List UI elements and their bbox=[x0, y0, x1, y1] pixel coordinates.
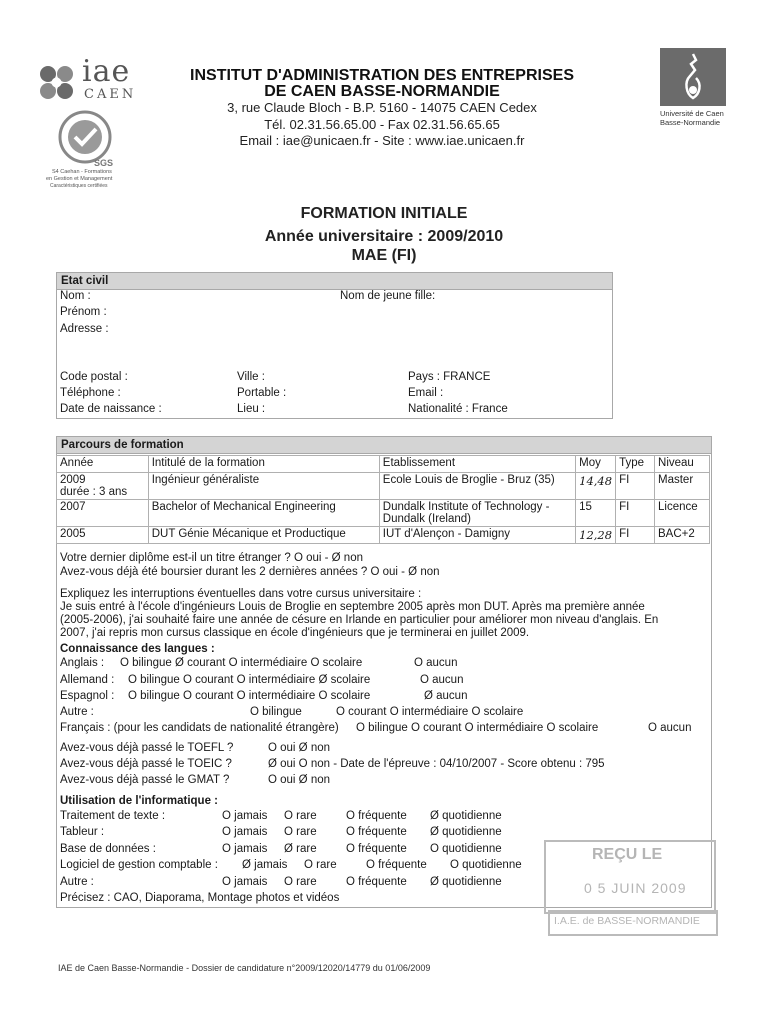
institute-address: 3, rue Claude Bloch - B.P. 5160 - 14075 CAEN Cedex bbox=[227, 100, 537, 115]
page-footer: IAE de Caen Basse-Normandie - Dossier de candidature n°2009/12020/14779 du 01/06/2009 bbox=[58, 963, 431, 973]
telephone-label: Téléphone : bbox=[60, 387, 121, 399]
info-quotidienne: Ø quotidienne bbox=[430, 826, 502, 838]
cell-niveau: Master bbox=[655, 473, 710, 500]
info-row-label: Tableur : bbox=[60, 826, 105, 838]
certification-seal-icon bbox=[52, 110, 118, 164]
iae-logo-icon bbox=[38, 64, 76, 100]
university-name-line1: Université de Caen bbox=[660, 109, 724, 118]
info-frequente: O fréquente bbox=[346, 843, 407, 855]
info-row-label: Traitement de texte : bbox=[60, 810, 166, 822]
info-rare: O rare bbox=[304, 859, 337, 871]
cell-moyenne: 14,48 bbox=[576, 473, 616, 500]
info-frequente: O fréquente bbox=[346, 810, 407, 822]
anglais-options: O bilingue Ø courant O intermédiaire O scolaire bbox=[120, 657, 363, 669]
cell-annee: 2005 bbox=[57, 527, 149, 544]
email-label: Email : bbox=[408, 387, 444, 399]
precisez-text: Précisez : CAO, Diaporama, Montage photos et vidéos bbox=[60, 892, 340, 904]
cell-intitule: Bachelor of Mechanical Engineering bbox=[148, 500, 379, 527]
form-title: FORMATION INITIALE bbox=[300, 205, 468, 222]
info-rare: O rare bbox=[284, 876, 317, 888]
autre-langue-label: Autre : bbox=[60, 706, 94, 718]
stamp-org-text: I.A.E. de BASSE-NORMANDIE bbox=[554, 915, 700, 927]
academic-year: Année universitaire : 2009/2010 bbox=[264, 228, 504, 245]
interruptions-question: Expliquez les interruptions éventuelles dans votre cursus universitaire : bbox=[60, 588, 422, 600]
nationalite-field: Nationalité : France bbox=[408, 403, 508, 415]
cell-annee bbox=[57, 473, 149, 500]
question-boursier: Avez-vous déjà été boursier durant les 2 dernières années ? O oui - Ø non bbox=[60, 566, 440, 578]
cell-intitule: Ingénieur généraliste bbox=[148, 473, 379, 500]
cert-caption-2: en Gestion et Management bbox=[46, 176, 113, 182]
cell-etablissement bbox=[379, 500, 575, 527]
info-jamais: O jamais bbox=[222, 826, 268, 838]
institute-name-line2: DE CAEN BASSE-NORMANDIE bbox=[264, 83, 500, 100]
portable-label: Portable : bbox=[237, 387, 287, 399]
formation-table bbox=[56, 455, 710, 544]
ville-label: Ville : bbox=[237, 371, 265, 383]
table-row bbox=[57, 473, 710, 500]
stamp-org-box bbox=[548, 910, 718, 936]
column-header: Etablissement bbox=[379, 456, 575, 473]
table-row bbox=[57, 527, 710, 544]
stamp-date-text: 0 5 JUIN 2009 bbox=[584, 880, 687, 896]
cert-caption-3: Caractéristiques certifiées bbox=[50, 183, 108, 189]
espagnol-aucun: Ø aucun bbox=[424, 690, 468, 702]
stamp-recu-text: REÇU LE bbox=[592, 846, 663, 863]
gmat-answer: O oui Ø non bbox=[268, 774, 331, 786]
info-frequente: O fréquente bbox=[346, 826, 407, 838]
cert-label: SGS bbox=[94, 158, 114, 168]
allemand-aucun: O aucun bbox=[420, 674, 464, 686]
gmat-question: Avez-vous déjà passé le GMAT ? bbox=[60, 774, 230, 786]
espagnol-options: O bilingue O courant O intermédiaire O scolaire bbox=[128, 690, 371, 702]
info-rare: O rare bbox=[284, 810, 317, 822]
university-emblem-icon bbox=[660, 48, 726, 106]
annee-text: 2009 bbox=[60, 474, 86, 486]
university-logo bbox=[660, 48, 728, 132]
column-header: Type bbox=[616, 456, 655, 473]
cell-type: FI bbox=[616, 473, 655, 500]
toeic-question: Avez-vous déjà passé le TOEIC ? bbox=[60, 758, 232, 770]
institute-phone-fax: Tél. 02.31.56.65.00 - Fax 02.31.56.65.65 bbox=[264, 117, 500, 132]
code-postal-label: Code postal : bbox=[60, 371, 128, 383]
cell-moyenne: 12,28 bbox=[576, 527, 616, 544]
info-quotidienne: O quotidienne bbox=[450, 859, 522, 871]
info-jamais: O jamais bbox=[222, 843, 268, 855]
info-rare: Ø rare bbox=[284, 843, 317, 855]
cell-moyenne: 15 bbox=[576, 500, 616, 527]
lieu-label: Lieu : bbox=[237, 403, 266, 415]
nom-label: Nom : bbox=[60, 290, 91, 302]
allemand-label: Allemand : bbox=[60, 674, 115, 686]
anglais-label: Anglais : bbox=[60, 657, 105, 669]
university-logo-box bbox=[660, 48, 726, 106]
etat-civil-heading: Etat civil bbox=[57, 273, 612, 290]
cell-etablissement: IUT d'Alençon - Damigny bbox=[379, 527, 575, 544]
langues-heading: Connaissance des langues : bbox=[60, 643, 215, 655]
cell-type: FI bbox=[616, 527, 655, 544]
info-quotidienne: Ø quotidienne bbox=[430, 810, 502, 822]
info-jamais: O jamais bbox=[222, 876, 268, 888]
info-row-label: Autre : bbox=[60, 876, 94, 888]
info-rare: O rare bbox=[284, 826, 317, 838]
info-quotidienne: O quotidienne bbox=[430, 843, 502, 855]
date-naissance-label: Date de naissance : bbox=[60, 403, 162, 415]
toefl-answer: O oui Ø non bbox=[268, 742, 331, 754]
info-frequente: O fréquente bbox=[366, 859, 427, 871]
francais-label: Français : (pour les candidats de nationalité étrangère) bbox=[60, 722, 339, 734]
program-name: MAE (FI) bbox=[351, 247, 417, 264]
nom-jeune-fille-label: Nom de jeune fille: bbox=[340, 290, 436, 302]
allemand-options: O bilingue O courant O intermédiaire Ø scolaire bbox=[128, 674, 371, 686]
interruptions-answer-line3: 2007, j'ai repris mon cursus classique en école d'ingénieurs que je terminerai en juillet 2009. bbox=[60, 627, 530, 639]
cell-etablissement: Ecole Louis de Broglie - Bruz (35) bbox=[379, 473, 575, 500]
etab-text-2: Dundalk (Ireland) bbox=[382, 513, 471, 525]
certification-logo bbox=[38, 108, 138, 193]
logo-iae-text: iae bbox=[82, 54, 131, 89]
iae-logo bbox=[38, 54, 153, 105]
anglais-aucun: O aucun bbox=[414, 657, 458, 669]
interruptions-answer-line1: Je suis entré à l'école d'ingénieurs Louis de Broglie en septembre 2005 après mon DUT. Après ma première année bbox=[60, 601, 645, 613]
interruptions-answer-line2: (2005-2006), j'ai souhaité faire une année de césure en Irlande en particulier pour améliorer mon niveau d'anglais. En bbox=[60, 614, 659, 626]
column-header: Intitulé de la formation bbox=[148, 456, 379, 473]
autre-langue-options: O courant O intermédiaire O scolaire bbox=[336, 706, 524, 718]
etab-text: Dundalk Institute of Technology - bbox=[382, 501, 550, 513]
university-name-line2: Basse-Normandie bbox=[660, 118, 721, 127]
table-row bbox=[57, 500, 710, 527]
column-header: Niveau bbox=[655, 456, 710, 473]
cert-caption-1: S4 Caehan - Formations bbox=[52, 169, 112, 175]
adresse-label: Adresse : bbox=[60, 323, 109, 335]
info-row-label: Logiciel de gestion comptable : bbox=[60, 859, 218, 871]
institute-email-site: Email : iae@unicaen.fr - Site : www.iae.unicaen.fr bbox=[239, 133, 525, 148]
column-header: Année bbox=[57, 456, 149, 473]
autre-langue-bilingue: O bilingue bbox=[250, 706, 302, 718]
toefl-question: Avez-vous déjà passé le TOEFL ? bbox=[60, 742, 234, 754]
espagnol-label: Espagnol : bbox=[60, 690, 115, 702]
francais-aucun: O aucun bbox=[648, 722, 692, 734]
pays-field: Pays : FRANCE bbox=[408, 371, 491, 383]
info-frequente: O fréquente bbox=[346, 876, 407, 888]
toeic-answer: Ø oui O non - Date de l'épreuve : 04/10/2007 - Score obtenu : 795 bbox=[268, 758, 605, 770]
prenom-label: Prénom : bbox=[60, 306, 107, 318]
francais-options: O bilingue O courant O intermédiaire O scolaire bbox=[356, 722, 599, 734]
question-diplome-etranger: Votre dernier diplôme est-il un titre étranger ? O oui - Ø non bbox=[60, 552, 363, 564]
logo-caen-text: CAEN bbox=[84, 87, 137, 102]
informatique-heading: Utilisation de l'informatique : bbox=[60, 795, 218, 807]
cell-niveau: BAC+2 bbox=[655, 527, 710, 544]
column-header: Moy bbox=[576, 456, 616, 473]
institute-name-line1: INSTITUT D'ADMINISTRATION DES ENTREPRISES bbox=[190, 67, 574, 84]
info-quotidienne: Ø quotidienne bbox=[430, 876, 502, 888]
cell-niveau: Licence bbox=[655, 500, 710, 527]
cell-intitule: DUT Génie Mécanique et Productique bbox=[148, 527, 379, 544]
cell-type: FI bbox=[616, 500, 655, 527]
received-stamp bbox=[544, 840, 716, 914]
info-jamais: Ø jamais bbox=[242, 859, 288, 871]
table-header-row bbox=[57, 456, 710, 473]
info-jamais: O jamais bbox=[222, 810, 268, 822]
parcours-heading: Parcours de formation bbox=[57, 437, 711, 454]
info-row-label: Base de données : bbox=[60, 843, 156, 855]
etat-civil-section bbox=[56, 272, 613, 419]
cell-annee: 2007 bbox=[57, 500, 149, 527]
duree-text: durée : 3 ans bbox=[60, 486, 128, 498]
